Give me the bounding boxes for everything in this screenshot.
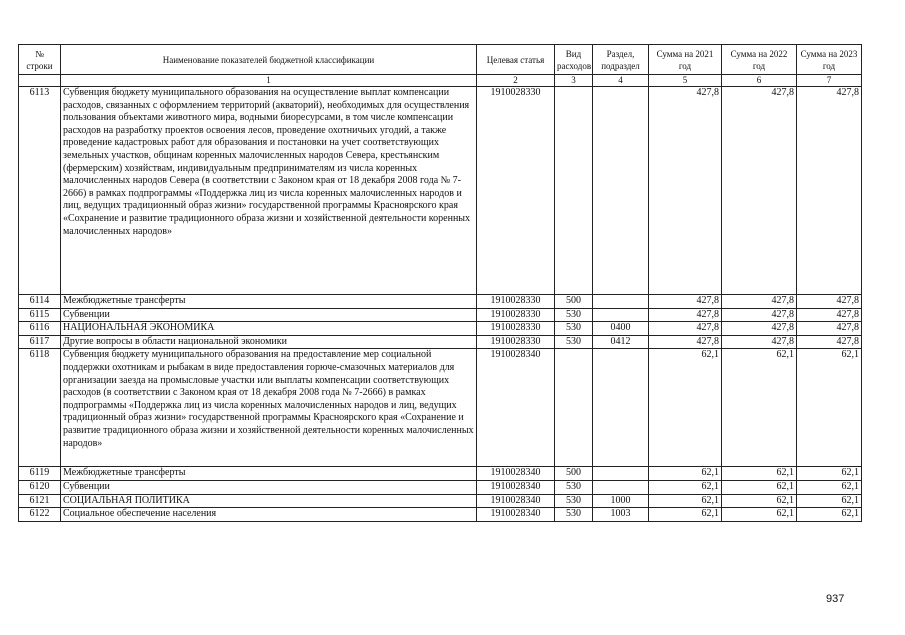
row-vid: 530: [555, 508, 593, 522]
row-sum-2023: 427,8: [797, 322, 862, 336]
row-razdel: 1003: [593, 508, 649, 522]
row-sum-2023: 427,8: [797, 295, 862, 309]
row-razdel: 0400: [593, 322, 649, 336]
row-razdel: [593, 480, 649, 494]
header-razdel: Раздел, подраздел: [593, 45, 649, 75]
row-razdel: 0412: [593, 335, 649, 349]
row-num: 6115: [19, 308, 61, 322]
row-code: 1910028330: [477, 322, 555, 336]
table-row: [19, 508, 862, 522]
colnum-6: 6: [722, 75, 797, 87]
colnum-4: 4: [593, 75, 649, 87]
table-row: [19, 467, 862, 481]
row-code: 1910028340: [477, 494, 555, 508]
row-name: Субвенция бюджету муниципального образования на предоставление мер социальной поддержки охотникам и рыбакам в виде предоставления горюче-смазочных материалов для организации заезда на промысловые участки или выплаты компенсации соответствующих расходов (в соответствии с Законом края от 18 декабря 2008 года № 7-2666) в рамках подпрограммы «Поддержка лиц из числа коренных малочисленных народов и лиц, ведущих традиционный образ жизни» государственной программы Красноярского края «Сохранение и развитие традиционного образа жизни и хозяйственной деятельности коренных малочисленных народов»: [61, 349, 477, 467]
row-num: 6114: [19, 295, 61, 309]
row-vid: 530: [555, 308, 593, 322]
row-vid: 530: [555, 480, 593, 494]
header-row: [19, 45, 862, 75]
row-name: Межбюджетные трансферты: [61, 295, 477, 309]
row-code: 1910028330: [477, 295, 555, 309]
row-sum-2022: 62,1: [722, 349, 797, 467]
row-vid: [555, 87, 593, 295]
row-code: 1910028330: [477, 335, 555, 349]
row-sum-2021: 62,1: [649, 508, 722, 522]
row-sum-2021: 427,8: [649, 335, 722, 349]
row-sum-2022: 427,8: [722, 87, 797, 295]
row-vid: 530: [555, 322, 593, 336]
colnum-2: 2: [477, 75, 555, 87]
row-num: 6116: [19, 322, 61, 336]
header-code: Целевая статья: [477, 45, 555, 75]
row-num: 6117: [19, 335, 61, 349]
row-name: СОЦИАЛЬНАЯ ПОЛИТИКА: [61, 494, 477, 508]
row-razdel: [593, 308, 649, 322]
colnum-1: 1: [61, 75, 477, 87]
row-sum-2023: 427,8: [797, 308, 862, 322]
column-number-row: [19, 75, 862, 87]
row-sum-2023: 62,1: [797, 467, 862, 481]
row-sum-2021: 427,8: [649, 87, 722, 295]
row-name: Субвенция бюджету муниципального образования на осуществление выплат компенсации расходов, связанных с оформлением территорий (акваторий), необходимых для осуществления пользования объектами животного мира, водными биоресурсами, в том числе компенсации расходов на разработку проектов освоения лесов, проведение охотничьих угодий, а также проведение кадастровых работ для образования и постановки на учет соответствующих земельных участков, общинам коренных малочисленных народов Севера, крестьянским (фермерским) хозяйствам, индивидуальным предпринимателям из числа коренных малочисленных народов Севера (в соответствии с Законом края от 18 декабря 2008 года № 7-2666) в рамках подпрограммы «Поддержка лиц из числа коренных малочисленных народов и лиц, ведущих традиционный образ жизни» государственной программы Красноярского края «Сохранение и развитие традиционного образа жизни и хозяйственной деятельности коренных малочисленных народов»: [61, 87, 477, 295]
row-razdel: [593, 295, 649, 309]
row-name: Субвенции: [61, 480, 477, 494]
table-row: [19, 308, 862, 322]
row-sum-2023: 62,1: [797, 508, 862, 522]
row-sum-2021: 62,1: [649, 480, 722, 494]
row-code: 1910028330: [477, 308, 555, 322]
table-row: [19, 494, 862, 508]
row-razdel: [593, 467, 649, 481]
row-sum-2022: 427,8: [722, 308, 797, 322]
table-row: [19, 322, 862, 336]
row-code: 1910028340: [477, 508, 555, 522]
row-code: 1910028340: [477, 467, 555, 481]
row-razdel: [593, 87, 649, 295]
row-num: 6119: [19, 467, 61, 481]
row-sum-2022: 62,1: [722, 494, 797, 508]
row-num: 6122: [19, 508, 61, 522]
colnum-3: 3: [555, 75, 593, 87]
row-sum-2022: 427,8: [722, 295, 797, 309]
row-sum-2023: 62,1: [797, 480, 862, 494]
row-name: Другие вопросы в области национальной экономики: [61, 335, 477, 349]
table-row: [19, 87, 862, 295]
table-row: [19, 335, 862, 349]
row-num: 6118: [19, 349, 61, 467]
row-sum-2022: 62,1: [722, 508, 797, 522]
row-sum-2021: 427,8: [649, 322, 722, 336]
row-vid: 530: [555, 494, 593, 508]
row-razdel: [593, 349, 649, 467]
row-num: 6121: [19, 494, 61, 508]
row-num: 6120: [19, 480, 61, 494]
header-num: № строки: [19, 45, 61, 75]
budget-table: [18, 44, 862, 522]
row-sum-2022: 62,1: [722, 480, 797, 494]
table-row: [19, 295, 862, 309]
colnum-5: 5: [649, 75, 722, 87]
colnum-7: 7: [797, 75, 862, 87]
row-sum-2021: 62,1: [649, 494, 722, 508]
row-name: Субвенции: [61, 308, 477, 322]
header-2023: Сумма на 2023 год: [797, 45, 862, 75]
row-code: 1910028340: [477, 349, 555, 467]
header-2022: Сумма на 2022 год: [722, 45, 797, 75]
row-sum-2021: 62,1: [649, 467, 722, 481]
row-vid: 530: [555, 335, 593, 349]
header-vid: Вид расходов: [555, 45, 593, 75]
row-name: НАЦИОНАЛЬНАЯ ЭКОНОМИКА: [61, 322, 477, 336]
row-code: 1910028340: [477, 480, 555, 494]
row-sum-2022: 62,1: [722, 467, 797, 481]
header-2021: Сумма на 2021 год: [649, 45, 722, 75]
colnum-blank: [19, 75, 61, 87]
row-sum-2021: 427,8: [649, 295, 722, 309]
header-name: Наименование показателей бюджетной классификации: [61, 45, 477, 75]
row-sum-2023: 427,8: [797, 335, 862, 349]
row-razdel: 1000: [593, 494, 649, 508]
row-vid: 500: [555, 295, 593, 309]
row-sum-2023: 62,1: [797, 494, 862, 508]
row-sum-2022: 427,8: [722, 322, 797, 336]
row-sum-2021: 62,1: [649, 349, 722, 467]
row-name: Социальное обеспечение населения: [61, 508, 477, 522]
table-row: [19, 480, 862, 494]
table-row: [19, 349, 862, 467]
row-code: 1910028330: [477, 87, 555, 295]
row-num: 6113: [19, 87, 61, 295]
row-sum-2022: 427,8: [722, 335, 797, 349]
row-vid: 500: [555, 467, 593, 481]
row-name: Межбюджетные трансферты: [61, 467, 477, 481]
row-sum-2021: 427,8: [649, 308, 722, 322]
row-sum-2023: 427,8: [797, 87, 862, 295]
row-sum-2023: 62,1: [797, 349, 862, 467]
page-number: 937: [826, 593, 845, 605]
row-vid: [555, 349, 593, 467]
